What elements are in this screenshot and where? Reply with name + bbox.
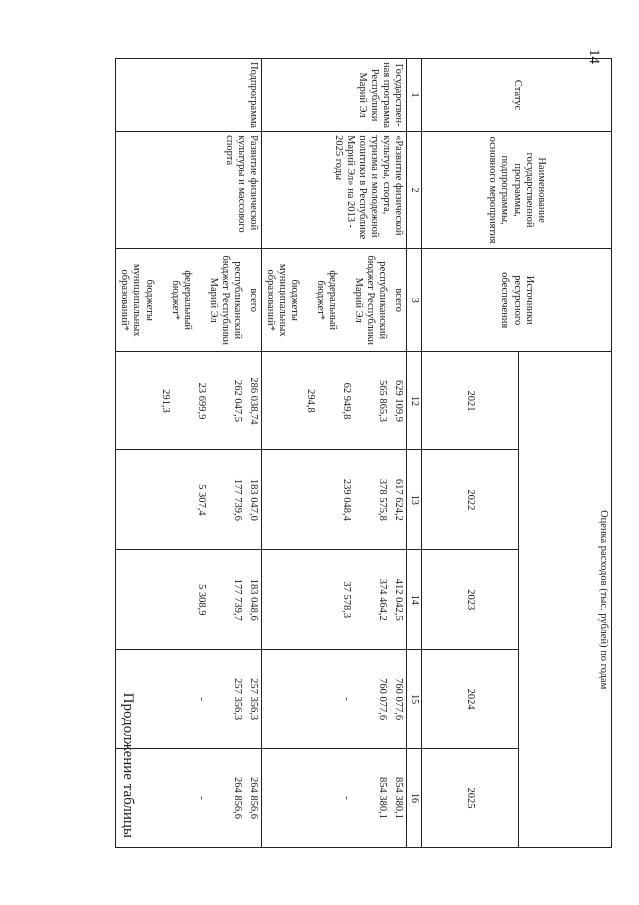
value: 62 949,8: [341, 382, 353, 420]
value: 286 038,74: [247, 377, 259, 425]
rotated-table-sheet: [112, 58, 612, 848]
status-cell: Государствен-ная программа Республики Марий Эл: [261, 59, 407, 132]
expenditure-table: [115, 58, 612, 848]
source-regional: республиканский бюджет Республики Марий Эл: [207, 255, 243, 346]
value: 5 308,9: [195, 584, 207, 616]
source-municipal: бюджеты муниципальных образований*: [119, 263, 155, 337]
value: -: [341, 796, 353, 800]
value: 183 048,6: [247, 578, 259, 621]
value: 37 578,3: [341, 581, 353, 619]
col-number: 1: [407, 59, 422, 132]
header-year: 2021: [422, 352, 519, 450]
value: 183 047,0: [247, 478, 259, 521]
table-caption: Продолжение таблицы: [120, 692, 136, 838]
table-row: [116, 59, 262, 848]
value: -: [195, 697, 207, 701]
value: 291,3: [159, 389, 171, 413]
value-cell-2025: [116, 749, 262, 848]
value: 617 624,2: [393, 478, 405, 521]
col-number: 13: [407, 450, 422, 550]
value-cell-2023: [261, 550, 407, 650]
col-number: 15: [407, 650, 422, 749]
source-municipal: бюджеты муниципальных образований*: [265, 263, 301, 337]
status-cell: Подпрограмма: [116, 59, 262, 132]
value-cell-2021: [116, 352, 262, 450]
value-cell-2022: [116, 450, 262, 550]
value: 262 047,5: [231, 379, 243, 422]
header-name: Наименование государственной программы, подпрограммы, основного мероприятия: [422, 132, 612, 249]
value: 854 380,1: [377, 777, 389, 820]
value: 374 464,2: [377, 578, 389, 621]
source-federal: федеральный бюджет*: [315, 270, 339, 331]
value: 760 077,6: [393, 678, 405, 721]
value: 177 739,7: [231, 578, 243, 621]
value: 257 356,3: [231, 678, 243, 721]
name-cell: «Развитие физической культуры, спорта, туризма и молодежной политики в Республике Марий Эл» на 2013 - 2025 годы: [261, 132, 407, 249]
value: 23 699,9: [195, 382, 207, 420]
value: 177 739,6: [231, 478, 243, 521]
value: -: [341, 697, 353, 701]
source-total: всего: [393, 288, 405, 313]
value-cell-2024: [261, 650, 407, 749]
col-number: 12: [407, 352, 422, 450]
value: 264 856,6: [247, 777, 259, 820]
header-year: 2025: [422, 749, 519, 848]
value: 239 048,4: [341, 478, 353, 521]
value: 412 042,5: [393, 578, 405, 621]
value: -: [195, 796, 207, 800]
name-cell: Развитие физической культуры и массового спорта: [116, 132, 262, 249]
source-total: всего: [247, 288, 259, 313]
value: 629 109,9: [393, 379, 405, 422]
value: 760 077,6: [377, 678, 389, 721]
value-cell-2021: [261, 352, 407, 450]
header-estimate: Оценка расходов (тыс. рублей) по годам: [519, 352, 612, 848]
source-cell: [116, 249, 262, 352]
value-cell-2022: [261, 450, 407, 550]
page-number: 14: [586, 49, 602, 64]
col-number: 16: [407, 749, 422, 848]
value-cell-2024: [116, 650, 262, 749]
source-regional: республиканский бюджет Республики Марий Эл: [353, 255, 389, 346]
header-sources: Источники ресурсного обеспечения: [422, 249, 612, 352]
source-cell: [261, 249, 407, 352]
value-cell-2025: [261, 749, 407, 848]
source-federal: федеральный бюджет*: [169, 270, 193, 331]
col-number: 14: [407, 550, 422, 650]
value: 854 380,1: [393, 777, 405, 820]
table-row: [261, 59, 407, 848]
header-year: 2022: [422, 450, 519, 550]
header-year: 2023: [422, 550, 519, 650]
value: 5 307,4: [195, 484, 207, 516]
value: 257 356,3: [247, 678, 259, 721]
col-number: 3: [407, 249, 422, 352]
header-year: 2024: [422, 650, 519, 749]
value: 294,8: [305, 389, 317, 413]
header-status: Статус: [422, 59, 612, 132]
value: 565 865,3: [377, 379, 389, 422]
value: 264 856,6: [231, 777, 243, 820]
value-cell-2023: [116, 550, 262, 650]
col-number: 2: [407, 132, 422, 249]
value: 378 575,8: [377, 478, 389, 521]
